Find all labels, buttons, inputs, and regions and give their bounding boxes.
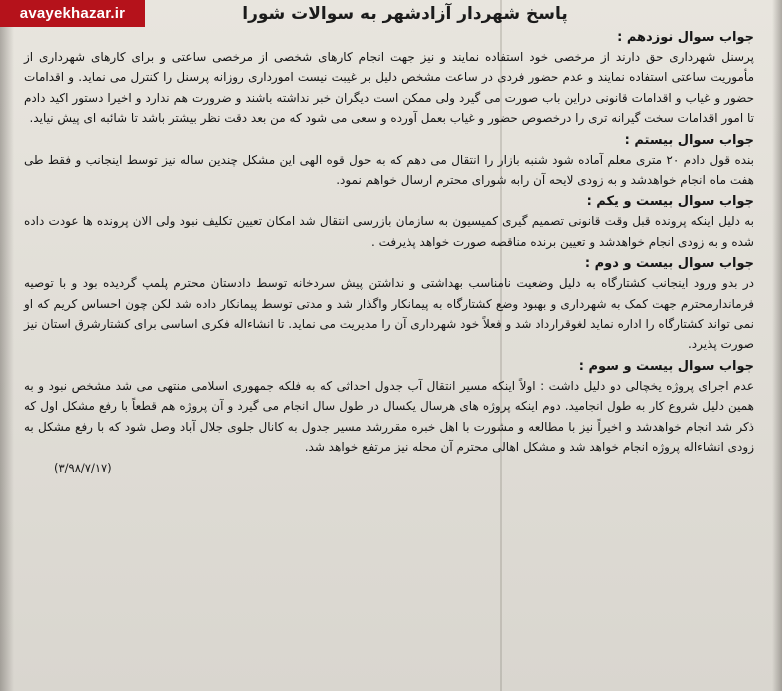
section-paragraph: به دلیل اینکه پرونده قبل وقت قانونی تصمیم گیری کمیسیون به سازمان بازرسی انتقال شد امکان تعیین تکلیف نبود ولی الان پرونده ها عودت داده شده و به زودی انجام خواهدشد و تعیین برنده مناقصه صورت خواهد پذیرفت . <box>24 214 754 249</box>
page-edge-shadow-right <box>772 0 782 691</box>
section-heading: جواب سوال بیست و یکم : <box>586 194 754 210</box>
document-body <box>24 26 754 476</box>
section-paragraph: در بدو ورود اینجانب کشتارگاه به دلیل وضعیت نامناسب بهداشتی و نداشتن پیش سردخانه توسط دادستان محترم پلمپ گردیده بود و با توصیه فرماندارمحترم جهت کمک به شهرداری و بهبود وضع کشتارگاه به پیمانکار واگذار شد و مدتی توسط پیمانکار داده شد لکن چون احساس کریم که او نمی تواند کشتارگاه را اداره نماید لغوقرارداد شد و فعلاً خود شهرداری آن را مدیریت می نماید. تا انشاءاله فکری اساسی برای کشتارشرق استان نیز صورت پذیرد. <box>23 276 754 352</box>
section-22 <box>24 254 754 355</box>
document-date: (۳/۹۸/۷/۱۷) <box>54 460 112 475</box>
section-heading: جواب سوال بیستم : <box>624 132 754 148</box>
section-23 <box>24 357 754 458</box>
section-paragraph: عدم اجرای پروژه یخچالی دو دلیل داشت : اولاً اینکه مسیر انتقال آب جدول احداثی که به فلکه جمهوری اسلامی منتهی می شد مشخص نبود و به همین دلیل شروع کار به طول انجامید. دوم اینکه پروژه های هرسال یکسال در طول سال انجام می گیرد و آن پروژه هم قطعاً با رفع مشکل اول که ذکر شد انجام خواهدشد و اخیراً نیز با مطالعه و مشورت با اهل خبره مقررشد مسیر جدول به کانال جلوی جلال آباد وصل شود که با رفع مشکل به زودی انشاءاله پروژه انجام خواهد شد و مشکل اهالی محترم آن محله نیز مرتفع خواهد شد. <box>24 378 754 455</box>
section-20 <box>24 131 754 191</box>
section-heading: جواب سوال نوزدهم : <box>617 30 754 45</box>
section-19 <box>24 28 754 129</box>
section-paragraph: پرسنل شهرداری حق دارند از مرخصی خود استفاده نمایند و نیز جهت انجام کارهای شخصی از مرخصی ساعتی و برای کارهای شهرداری از مأموریت ساعتی استفاده نمایند و عدم حضور فردی در ساعت مشخص دلیل بر غیبت نیست امورداری روزانه پرسنل را کنترل می نماید. و اقدامات حضور و غیاب و اقدامات قانونی دراین باب صورت می گیرد ولی ممکن است دیگران خبر نداشته باشند و ضرورت هم ندارد و اخیرا دستور اکید دادم تا امور اقدامات سخت گیرانه تری را درخصوص حضور و غیاب بعمل آورده و سعی می شود که من بعد دقت نظر بیشتر باشد تا شائبه ای پیش نیاید. <box>24 50 754 126</box>
section-paragraph: بنده قول دادم ۲۰ متری معلم آماده شود شنبه بازار را انتقال می دهم که به حول قوه الهی این مشکل چندین ساله نیز توسط اینجانب و فقط طی هفت ماه انجام خواهدشد و به زودی لایحه آن رابه شورای محترم ارسال خواهم نمود. <box>24 152 754 188</box>
section-heading: جواب سوال بیست و سوم : <box>578 358 754 374</box>
section-21 <box>24 192 754 252</box>
site-watermark-badge[interactable]: avayekhazar.ir <box>0 0 145 27</box>
page-edge-shadow-left <box>0 0 14 691</box>
document-title: پاسخ شهردار آزادشهر به سوالات شورا <box>242 4 568 24</box>
section-heading: جواب سوال بیست و دوم : <box>584 256 754 272</box>
